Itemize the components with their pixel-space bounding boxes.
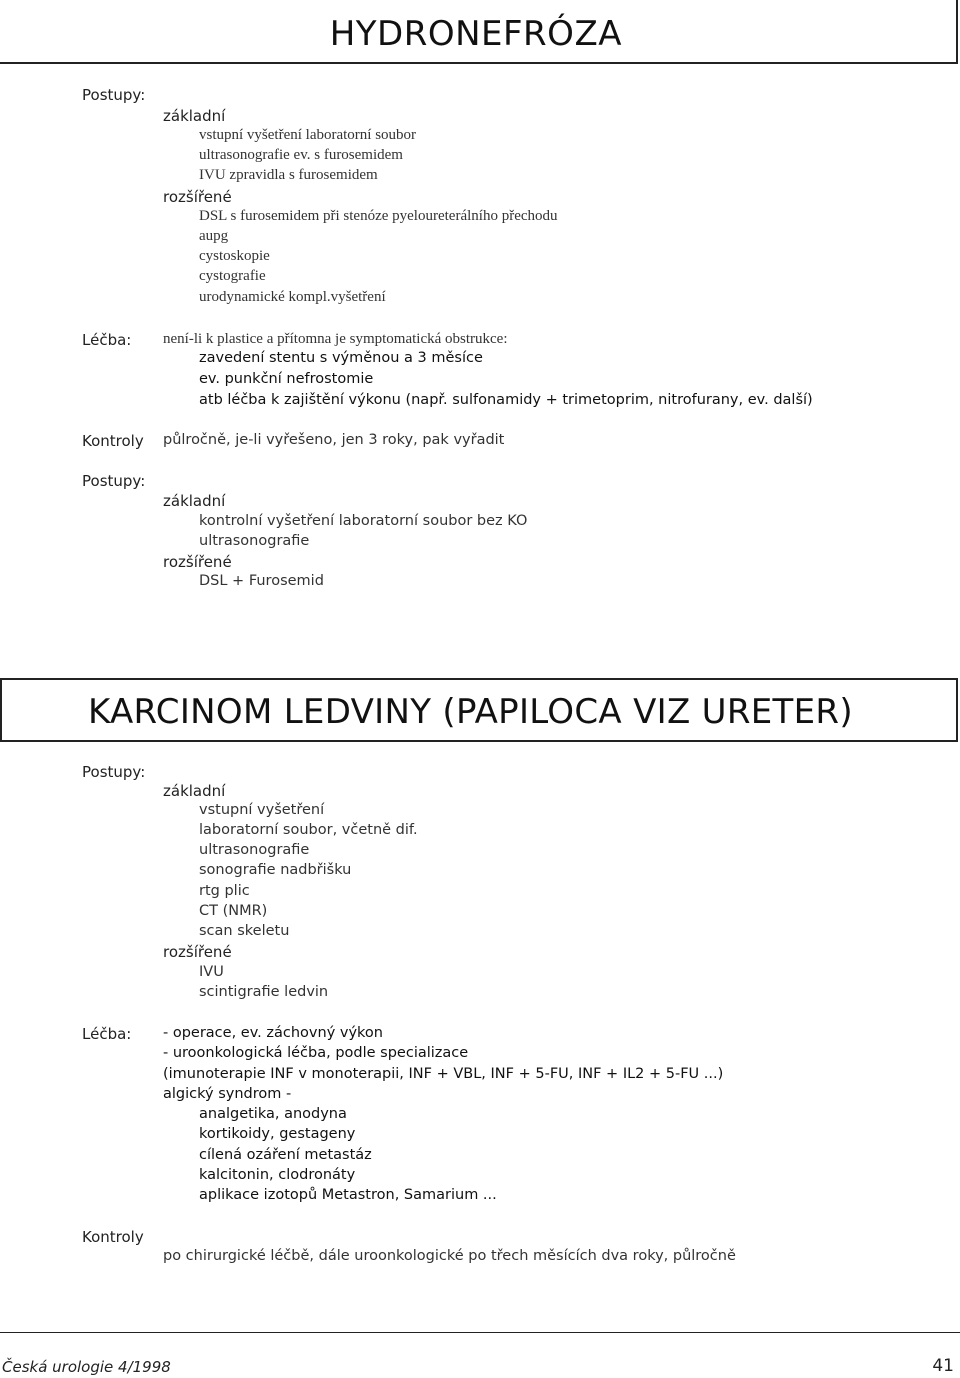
list-item: aupg bbox=[199, 228, 229, 244]
lecba-intro: není-li k plastice a přítomna je symptomatická obstrukce: bbox=[163, 331, 508, 347]
list-item: DSL s furosemidem při stenóze pyeloureterálního přechodu bbox=[199, 208, 558, 224]
page-number: 41 bbox=[932, 1356, 954, 1376]
kontroly-text: půlročně, je-li vyřešeno, jen 3 roky, pak vyřadit bbox=[163, 432, 505, 448]
list-item: cystoskopie bbox=[199, 248, 270, 264]
kontroly-label: Kontroly bbox=[82, 432, 144, 450]
list-item: aplikace izotopů Metastron, Samarium ... bbox=[199, 1187, 497, 1203]
rozsirene-label: rozšířené bbox=[163, 188, 232, 206]
list-item: IVU zpravidla s furosemidem bbox=[199, 167, 378, 183]
list-item: IVU bbox=[199, 964, 224, 980]
postupy-label: Postupy: bbox=[82, 472, 146, 490]
list-item: vstupní vyšetření bbox=[199, 802, 325, 818]
lecba-label: Léčba: bbox=[82, 1025, 132, 1043]
list-item: rtg plic bbox=[199, 883, 250, 899]
list-item: scintigrafie ledvin bbox=[199, 984, 329, 1000]
lecba-label: Léčba: bbox=[82, 331, 132, 349]
list-item: cystografie bbox=[199, 268, 266, 284]
journal-name: Česká urologie 4/1998 bbox=[2, 1358, 171, 1376]
zakladni-label: základní bbox=[163, 107, 226, 125]
section-title-box-karcinom bbox=[0, 678, 958, 742]
lecba-line: - operace, ev. záchovný výkon bbox=[163, 1025, 383, 1041]
list-item: atb léčba k zajištění výkonu (např. sulfonamidy + trimetoprim, nitrofurany, ev. další) bbox=[199, 392, 813, 408]
section-title-box-hydronefroza bbox=[0, 0, 958, 64]
list-item: kontrolní vyšetření laboratorní soubor bez KO bbox=[199, 513, 528, 529]
list-item: DSL + Furosemid bbox=[199, 573, 324, 589]
list-item: laboratorní soubor, včetně dif. bbox=[199, 822, 418, 838]
list-item: analgetika, anodyna bbox=[199, 1106, 347, 1122]
lecba-line: algický syndrom - bbox=[163, 1086, 292, 1102]
list-item: urodynamické kompl.vyšetření bbox=[199, 289, 386, 305]
list-item: sonografie nadbřišku bbox=[199, 862, 352, 878]
section-title: KARCINOM LEDVINY (PAPILOCA VIZ URETER) bbox=[88, 692, 853, 732]
footer-divider bbox=[0, 1332, 960, 1333]
list-item: ultrasonografie ev. s furosemidem bbox=[199, 147, 403, 163]
rozsirene-label: rozšířené bbox=[163, 553, 232, 571]
list-item: zavedení stentu s výměnou a 3 měsíce bbox=[199, 350, 483, 366]
list-item: scan skeletu bbox=[199, 923, 290, 939]
kontroly-label: Kontroly bbox=[82, 1228, 144, 1246]
list-item: ultrasonografie bbox=[199, 533, 310, 549]
lecba-line: - uroonkologická léčba, podle specializace bbox=[163, 1045, 469, 1061]
list-item: ultrasonografie bbox=[199, 842, 310, 858]
list-item: cílená ozáření metastáz bbox=[199, 1147, 372, 1163]
zakladni-label: základní bbox=[163, 782, 226, 800]
list-item: kortikoidy, gestageny bbox=[199, 1126, 356, 1142]
list-item: CT (NMR) bbox=[199, 903, 268, 919]
list-item: kalcitonin, clodronáty bbox=[199, 1167, 356, 1183]
section-title: HYDRONEFRÓZA bbox=[329, 14, 622, 54]
postupy-label: Postupy: bbox=[82, 763, 146, 781]
rozsirene-label: rozšířené bbox=[163, 943, 232, 961]
zakladni-label: základní bbox=[163, 492, 226, 510]
kontroly-text: po chirurgické léčbě, dále uroonkologické po třech měsících dva roky, půlročně bbox=[163, 1248, 736, 1264]
list-item: vstupní vyšetření laboratorní soubor bbox=[199, 127, 417, 143]
lecba-line: (imunoterapie INF v monoterapii, INF + VBL, INF + 5-FU, INF + IL2 + 5-FU ...) bbox=[163, 1066, 724, 1082]
list-item: ev. punkční nefrostomie bbox=[199, 371, 374, 387]
postupy-label: Postupy: bbox=[82, 86, 146, 104]
